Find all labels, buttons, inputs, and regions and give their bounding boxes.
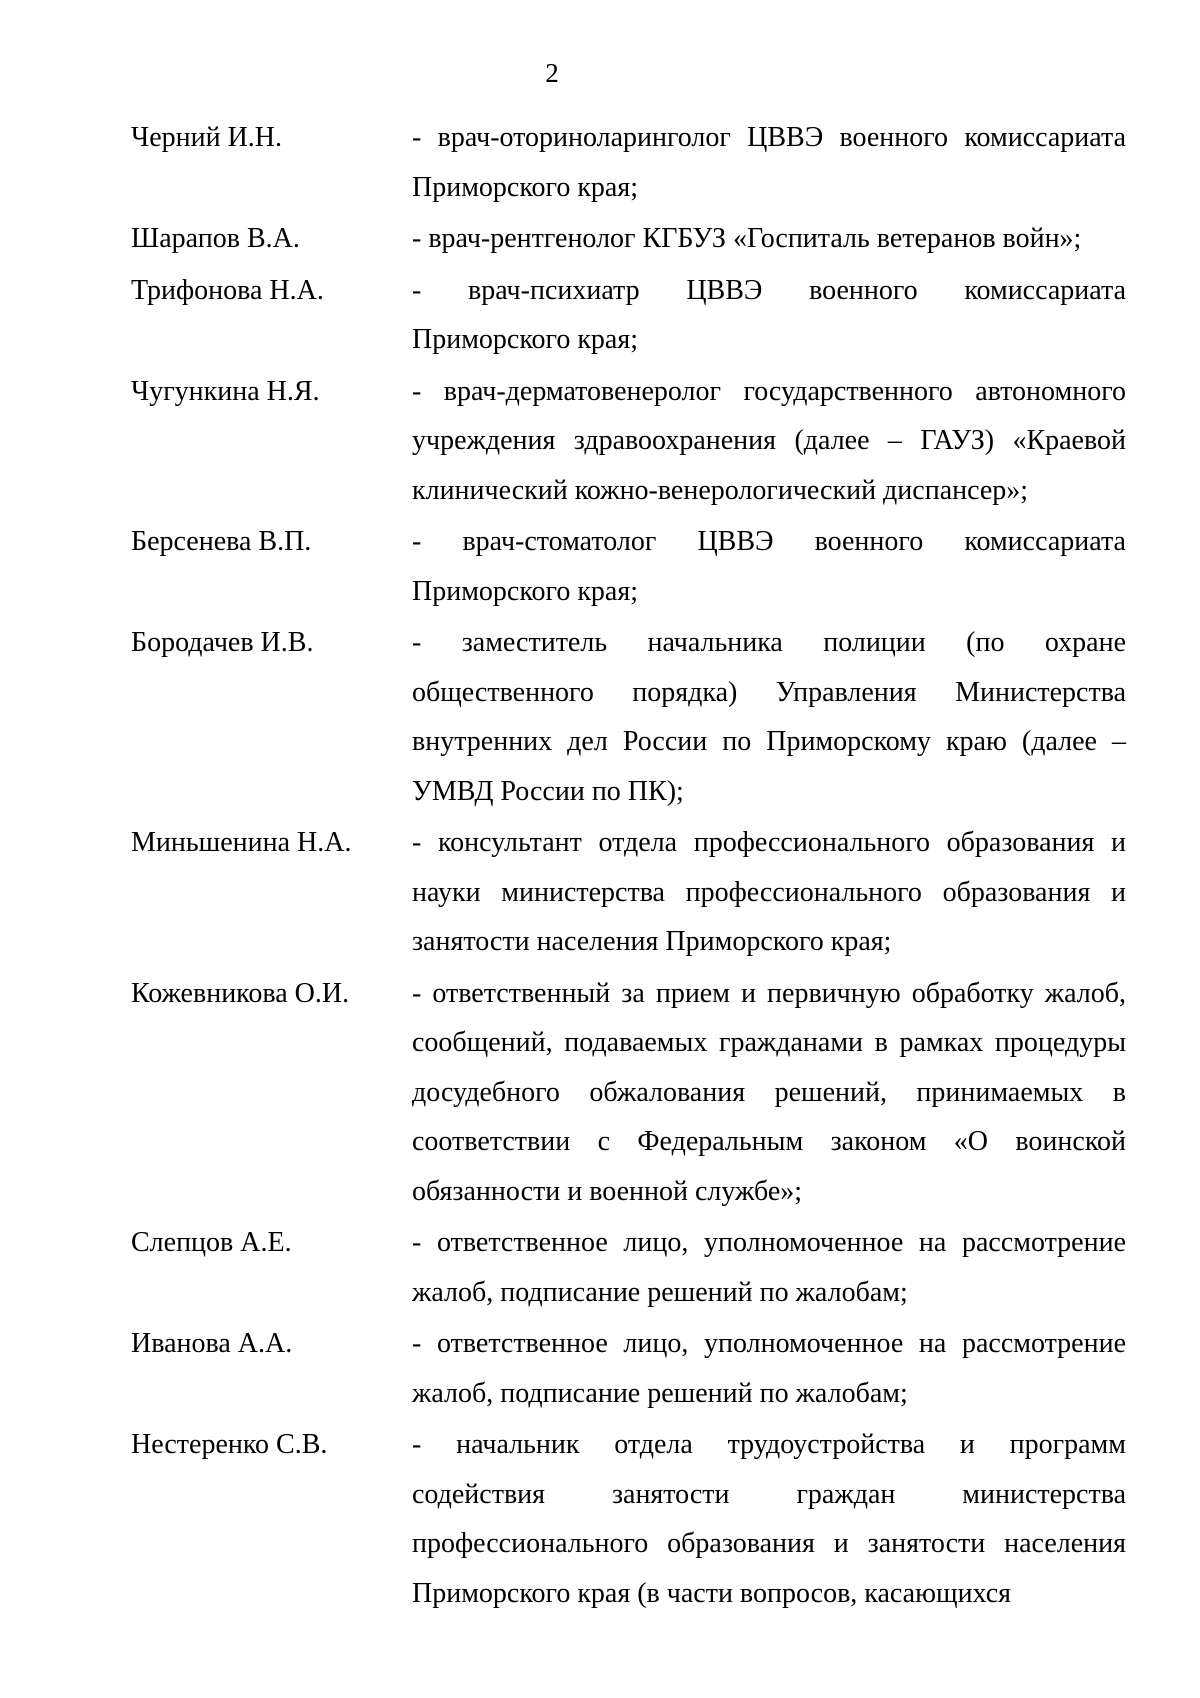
list-item xyxy=(131,266,1126,365)
member-name: Берсенева В.П. xyxy=(131,526,312,557)
member-name: Миньшенина Н.А. xyxy=(131,827,352,858)
member-list xyxy=(131,113,1126,1620)
member-role: - врач-психиатр ЦВВЭ военного комиссариата Приморского края; xyxy=(412,274,1126,355)
list-item xyxy=(131,618,1126,816)
member-role: - врач-стоматолог ЦВВЭ военного комиссариата Приморского края; xyxy=(412,526,1126,607)
member-name: Иванова А.А. xyxy=(131,1328,293,1359)
list-item xyxy=(131,113,1126,212)
member-name: Шарапов В.А. xyxy=(131,223,300,254)
member-name: Бородачев И.В. xyxy=(131,627,314,658)
member-role: - ответственное лицо, уполномоченное на рассмотрение жалоб, подписание решений по жалобам; xyxy=(412,1227,1126,1308)
member-name: Нестеренко С.В. xyxy=(131,1429,328,1460)
member-role: - врач-рентгенолог КГБУЗ «Госпиталь ветеранов войн»; xyxy=(412,223,1082,254)
list-item xyxy=(131,1218,1126,1317)
member-role: - начальник отдела трудоустройства и программ содействия занятости граждан министерства профессионального образования и занятости населения Приморского края (в части вопросов, касающихся xyxy=(412,1429,1126,1609)
member-name: Трифонова Н.А. xyxy=(131,274,324,306)
list-item xyxy=(131,969,1126,1217)
member-name: Слепцов А.Е. xyxy=(131,1227,292,1258)
member-role: - ответственный за прием и первичную обработку жалоб, сообщений, подаваемых гражданами в рамках процедуры досудебного обжалования решений, принимаемых в соответствии с Федеральным законом «О воинской обязанности и военной службе»; xyxy=(412,977,1126,1207)
member-name: Кожевникова О.И. xyxy=(131,977,350,1009)
list-item xyxy=(131,214,1126,264)
member-role: - врач-оториноларинголог ЦВВЭ военного комиссариата Приморского края; xyxy=(412,122,1126,203)
member-role: - консультант отдела профессионального образования и науки министерства профессионального образования и занятости населения Приморского края; xyxy=(412,827,1126,957)
list-item xyxy=(131,517,1126,616)
member-role: - заместитель начальника полиции (по охране общественного порядка) Управления Министерства внутренних дел России по Приморскому краю (далее – УМВД России по ПК); xyxy=(412,627,1126,807)
list-item xyxy=(131,1420,1126,1618)
member-name: Черний И.Н. xyxy=(131,122,283,153)
list-item xyxy=(131,818,1126,967)
list-item xyxy=(131,1319,1126,1418)
page-number: 2 xyxy=(545,58,559,88)
member-role: - врач-дерматовенеролог государственного автономного учреждения здравоохранения (далее – ГАУЗ) «Краевой клинический кожно-венерологический диспансер»; xyxy=(412,375,1126,506)
member-role: - ответственное лицо, уполномоченное на рассмотрение жалоб, подписание решений по жалобам; xyxy=(412,1328,1126,1409)
list-item xyxy=(131,367,1126,516)
member-name: Чугункина Н.Я. xyxy=(131,375,320,407)
